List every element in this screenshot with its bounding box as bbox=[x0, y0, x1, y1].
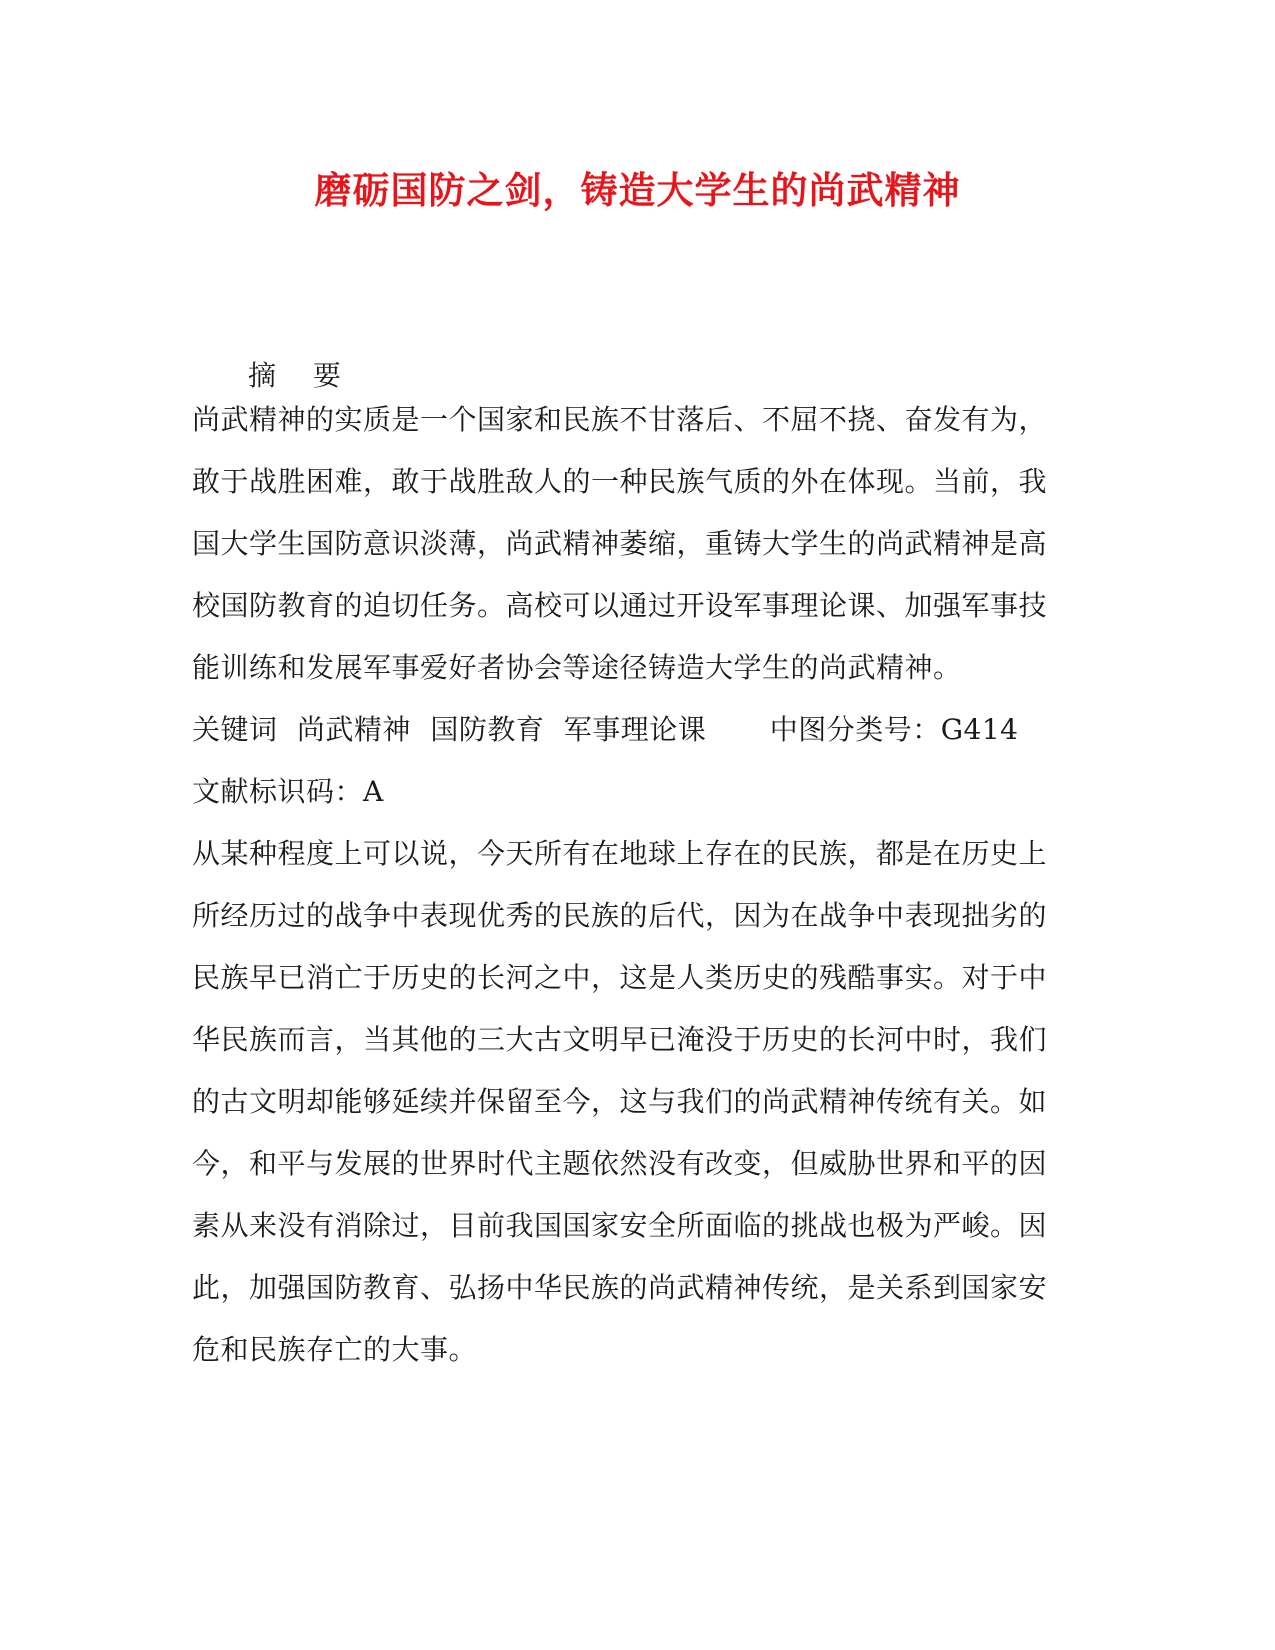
abstract-heading: 摘 要 bbox=[248, 359, 355, 392]
body-line: 此，加强国防教育、弘扬中华民族的尚武精神传统，是关系到国家安 bbox=[192, 1271, 1048, 1304]
classification-number: 中图分类号：G414 bbox=[769, 713, 1019, 746]
abstract-line: 国大学生国防意识淡薄，尚武精神萎缩，重铸大学生的尚武精神是高 bbox=[192, 527, 1048, 560]
body-line: 华民族而言，当其他的三大古文明早已淹没于历史的长河中时，我们 bbox=[192, 1023, 1048, 1056]
body-line: 危和民族存亡的大事。 bbox=[192, 1333, 478, 1366]
body-line: 的古文明却能够延续并保留至今，这与我们的尚武精神传统有关。如 bbox=[192, 1085, 1048, 1118]
abstract-line: 敢于战胜困难，敢于战胜敌人的一种民族气质的外在体现。当前，我 bbox=[192, 465, 1048, 498]
body-line: 今，和平与发展的世界时代主题依然没有改变，但威胁世界和平的因 bbox=[192, 1147, 1048, 1180]
keyword: 国防教育 bbox=[430, 713, 545, 746]
body-line: 所经历过的战争中表现优秀的民族的后代，因为在战争中表现拙劣的 bbox=[192, 899, 1048, 932]
body-line: 从某种程度上可以说，今天所有在地球上存在的民族，都是在历史上 bbox=[192, 837, 1048, 870]
abstract-line: 尚武精神的实质是一个国家和民族不甘落后、不屈不挠、奋发有为， bbox=[192, 403, 1048, 436]
keyword: 尚武精神 bbox=[296, 713, 411, 746]
abstract-line: 校国防教育的迫切任务。高校可以通过开设军事理论课、加强军事技 bbox=[192, 589, 1048, 622]
body-line: 民族早已消亡于历史的长河之中，这是人类历史的残酷事实。对于中 bbox=[192, 961, 1048, 994]
keyword: 军事理论课 bbox=[563, 713, 707, 746]
document-code: 文献标识码：A bbox=[192, 775, 384, 808]
body-line: 素从来没有消除过，目前我国国家安全所面临的挑战也极为严峻。因 bbox=[192, 1209, 1048, 1242]
abstract-line: 能训练和发展军事爱好者协会等途径铸造大学生的尚武精神。 bbox=[192, 651, 962, 684]
keywords-label: 关键词 bbox=[192, 713, 278, 746]
document-title: 磨砺国防之剑，铸造大学生的尚武精神 bbox=[314, 168, 961, 212]
keywords-line bbox=[192, 710, 1019, 750]
